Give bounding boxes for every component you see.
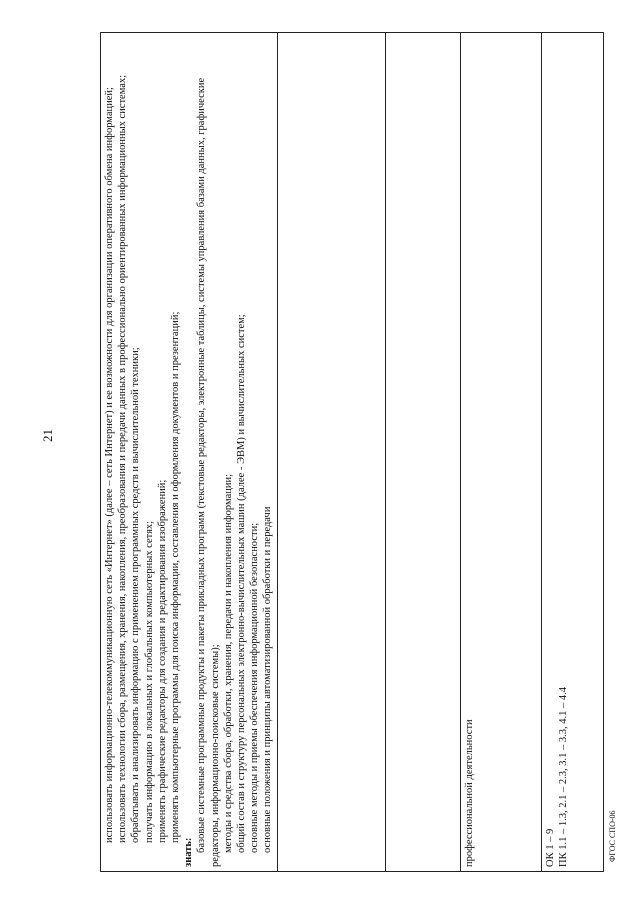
- competencies-cell: ОК 1 – 9 ПК 1.1 – 1.3, 2.1 – 2.3, 3.1 – 3.3, 4.1 – 4.4: [541, 33, 603, 872]
- knowledge-item: базовые системные программные продукты и пакеты прикладных программ (текстовые редакторы, электронные таблицы, системы управления базами данных, графические редакторы, информационно-поисковые системы);: [196, 77, 221, 867]
- skill-item: применять компьютерные программы для поиска информации, составления и оформления документов и презентаций;: [170, 311, 182, 843]
- table-row: [101, 33, 278, 872]
- skill-item: использовать информационно-телекоммуникационную сеть «Интернет» (далее – сеть Интернет) и ее возможности для организации оперативного обмена информацией;: [104, 87, 115, 843]
- knowledge-item: методы и средства сбора, обработки, хранения, передачи и накопления информации;: [222, 473, 234, 853]
- page-number: 21: [40, 429, 55, 442]
- skill-item: обрабатывать и анализировать информацию с применением программных средств и вычислительной техники;: [130, 347, 142, 843]
- skill-item: использовать технологии сбора, размещения, хранения, накопления, преобразования и передачи данных в профессионально ориентированных информационных системах;: [117, 74, 129, 843]
- table-row: [541, 33, 603, 872]
- cell-empty: [385, 33, 460, 872]
- rotated-table-container: [100, 32, 576, 872]
- knowledge-item: основные положения и принципы автоматизированной обработки и передачи: [262, 506, 274, 853]
- table-row: [277, 33, 385, 872]
- know-heading: знать:: [183, 837, 195, 867]
- cell-empty: [277, 33, 385, 872]
- skills-knowledge-cell: [101, 33, 278, 872]
- table-row: [460, 33, 541, 872]
- knowledge-item: основные методы и приемы обеспечения информационной безопасности;: [249, 522, 261, 853]
- competency-table: [100, 32, 604, 872]
- document-code: ФГОС СПО-06: [608, 810, 617, 862]
- skill-item: применять графические редакторы для создания и редактирования изображений;: [156, 479, 168, 843]
- knowledge-item: общий состав и структуру персональных электронно-вычислительных машин (далее - ЭВМ) и вычислительных систем;: [236, 314, 248, 853]
- skill-item: получать информацию в локальных и глобальных компьютерных сетях;: [143, 520, 155, 843]
- discipline-cell: профессиональной деятельности: [460, 33, 541, 872]
- table-row: [385, 33, 460, 872]
